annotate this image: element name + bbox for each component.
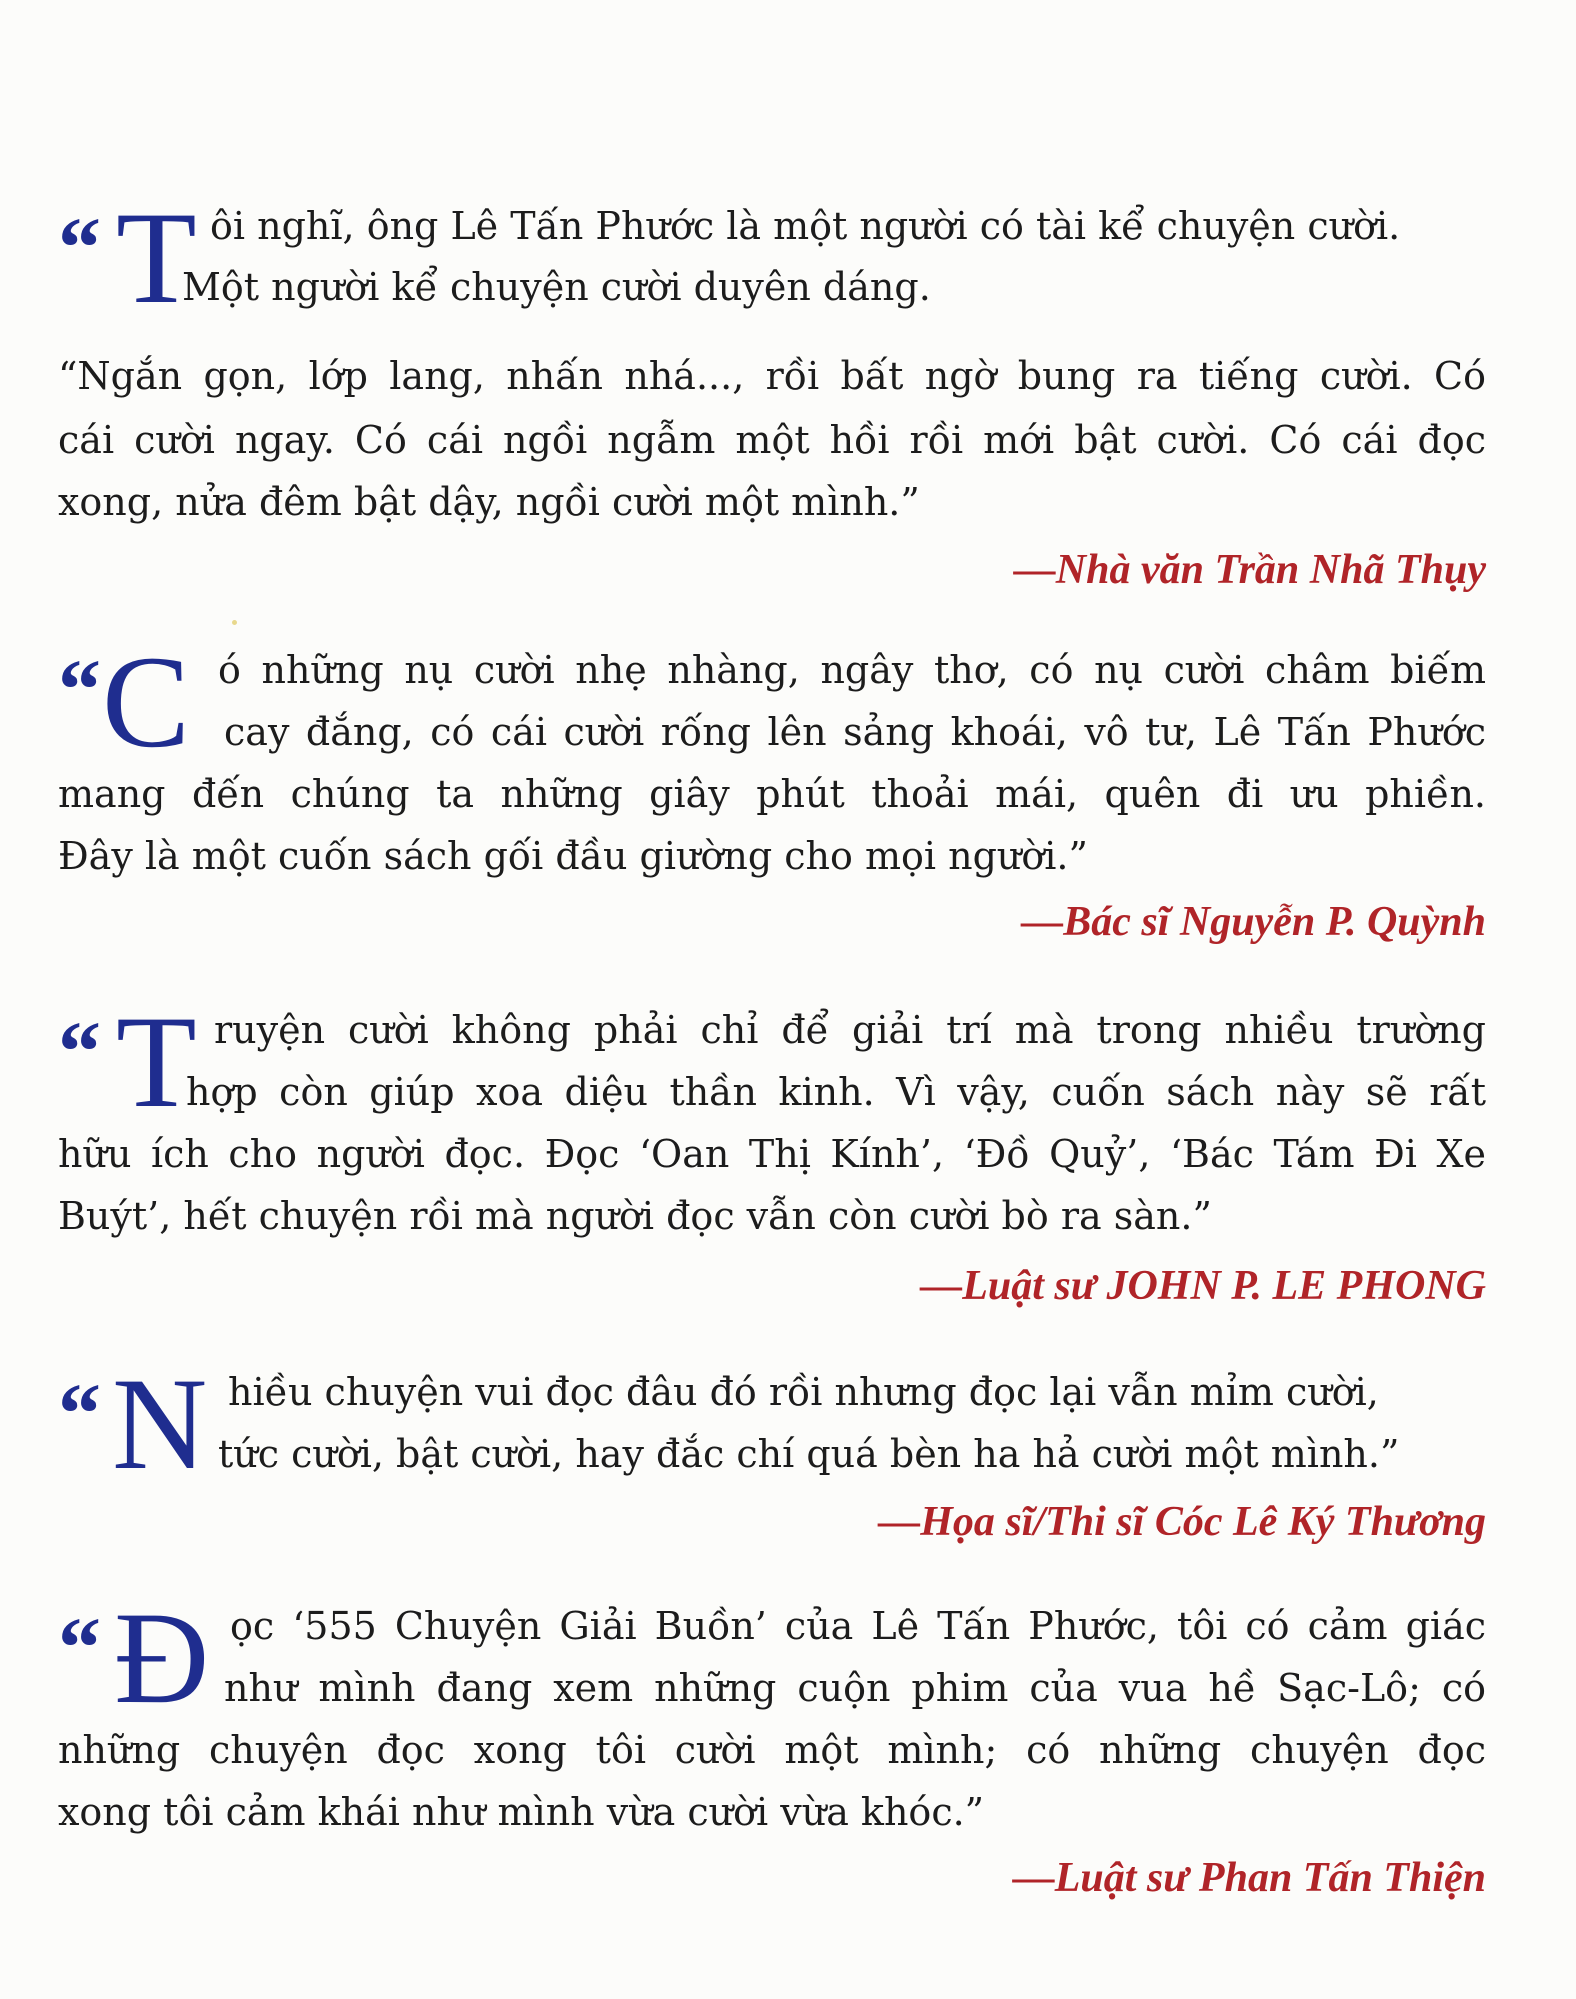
- drop-cap: Đ: [114, 1584, 210, 1731]
- drop-cap: N: [112, 1350, 208, 1497]
- open-quote-mark: “: [58, 641, 95, 737]
- quote-line: hữu ích cho người đọc. Đọc ‘Oan Thị Kính’, ‘Đồ Quỷ’, ‘Bác Tám Đi Xe: [58, 1132, 1486, 1176]
- open-quote-mark: “: [58, 1003, 95, 1099]
- quote-attribution: —Bác sĩ Nguyễn P. Quỳnh: [1021, 899, 1486, 945]
- quote-line: Một người kể chuyện cười duyên dáng.: [182, 265, 931, 309]
- quote-attribution: —Họa sĩ/Thi sĩ Cóc Lê Ký Thương: [878, 1499, 1486, 1545]
- quote-line: cay đắng, có cái cười rống lên sảng khoái, vô tư, Lê Tấn Phước: [224, 710, 1486, 754]
- quote-line: những chuyện đọc xong tôi cười một mình; có những chuyện đọc: [58, 1728, 1486, 1772]
- quote-line: “Ngắn gọn, lớp lang, nhấn nhá..., rồi bất ngờ bung ra tiếng cười. Có: [58, 354, 1486, 398]
- quote-line: Đây là một cuốn sách gối đầu giường cho mọi người.”: [58, 834, 1088, 878]
- quote-line: hiều chuyện vui đọc đâu đó rồi nhưng đọc lại vẫn mỉm cười,: [228, 1370, 1379, 1414]
- quote-line: ôi nghĩ, ông Lê Tấn Phước là một người có tài kể chuyện cười.: [210, 204, 1401, 248]
- open-quote-mark: “: [58, 199, 95, 295]
- quote-line: hợp còn giúp xoa diệu thần kinh. Vì vậy, cuốn sách này sẽ rất: [186, 1070, 1486, 1114]
- drop-cap: T: [116, 988, 197, 1135]
- quote-line: xong tôi cảm khái như mình vừa cười vừa khóc.”: [58, 1790, 985, 1834]
- quote-line: ọc ‘555 Chuyện Giải Buồn’ của Lê Tấn Phước, tôi có cảm giác: [230, 1604, 1486, 1648]
- open-quote-mark: “: [58, 1365, 95, 1461]
- quote-attribution: —Luật sư Phan Tấn Thiện: [1012, 1855, 1486, 1901]
- drop-cap: C: [102, 628, 191, 775]
- paper-speck: [232, 620, 237, 625]
- quote-line: Buýt’, hết chuyện rồi mà người đọc vẫn còn cười bò ra sàn.”: [58, 1194, 1212, 1238]
- quote-line: ó những nụ cười nhẹ nhàng, ngây thơ, có nụ cười châm biếm: [218, 648, 1486, 692]
- quote-line: tức cười, bật cười, hay đắc chí quá bèn ha hả cười một mình.”: [218, 1432, 1400, 1476]
- quote-attribution: —Luật sư JOHN P. LE PHONG: [920, 1263, 1486, 1309]
- quote-attribution: —Nhà văn Trần Nhã Thụy: [1013, 547, 1486, 593]
- quote-line: cái cười ngay. Có cái ngồi ngẫm một hồi rồi mới bật cười. Có cái đọc: [58, 418, 1486, 462]
- quote-line: mang đến chúng ta những giây phút thoải mái, quên đi ưu phiền.: [58, 772, 1486, 816]
- quote-line: ruyện cười không phải chỉ để giải trí mà trong nhiều trường: [214, 1008, 1486, 1052]
- drop-cap: T: [116, 184, 197, 331]
- quote-line: xong, nửa đêm bật dậy, ngồi cười một mình.”: [58, 480, 920, 524]
- book-back-cover: [58, 0, 1486, 1999]
- quote-line: như mình đang xem những cuộn phim của vua hề Sạc-Lô; có: [224, 1666, 1486, 1710]
- open-quote-mark: “: [58, 1599, 95, 1695]
